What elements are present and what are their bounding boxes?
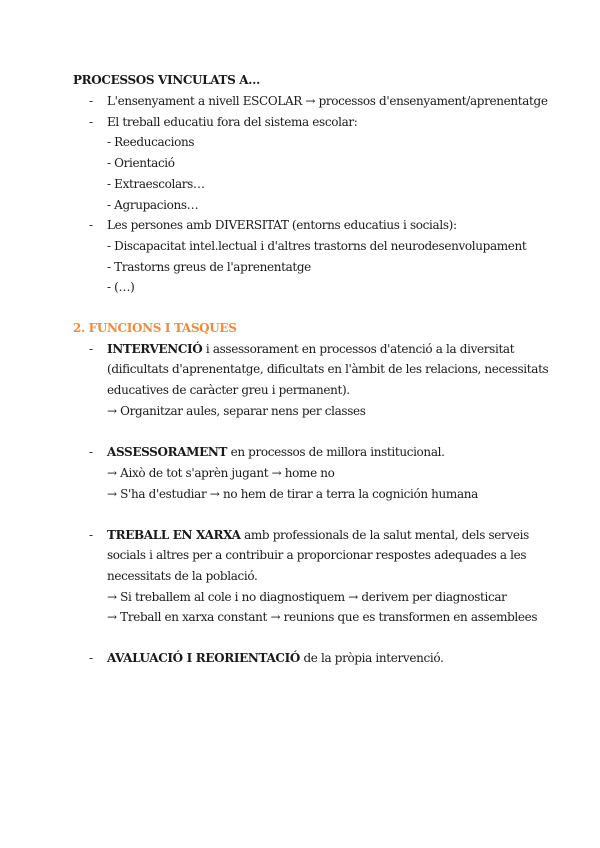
item-text: de la pròpia intervenció.: [299, 651, 444, 665]
list-item: [107, 648, 443, 668]
sub-list-item: - Trastorns greus de l'aprenentatge: [107, 260, 311, 274]
sub-list-item: - Discapacitat intel.lectual i d'altres trastorns del neurodesenvolupament: [107, 239, 527, 253]
item-continuation: educatives de caràcter greu i permanent).: [107, 383, 350, 397]
list-item: Les persones amb DIVERSITAT (entorns educatius i socials):: [107, 218, 457, 232]
item-note: → Treball en xarxa constant → reunions que es transformen en assemblees: [107, 610, 538, 624]
list-item: [107, 339, 514, 359]
item-text: amb professionals de la salut mental, dels serveis: [240, 528, 529, 542]
item-note: → Si treballem al cole i no diagnostiquem → derivem per diagnosticar: [107, 590, 507, 604]
item-continuation: necessitats de la població.: [107, 569, 258, 583]
sub-list-item: - (…): [107, 280, 135, 294]
item-keyword: TREBALL EN XARXA: [107, 528, 241, 542]
list-item: [107, 442, 445, 462]
list-item: [107, 525, 529, 545]
item-note: → S'ha d'estudiar → no hem de tirar a terra la cognición humana: [107, 487, 478, 501]
item-continuation: (dificultats d'aprenentatge, dificultats en l'àmbit de les relacions, necessitats: [107, 362, 549, 376]
item-keyword: AVALUACIÓ I REORIENTACIÓ: [107, 651, 300, 665]
bullet-dash: -: [89, 342, 93, 356]
item-note: → Això de tot s'aprèn jugant → home no: [107, 466, 335, 480]
list-item: L'ensenyament a nivell ESCOLAR → processos d'ensenyament/aprenentatge: [107, 94, 548, 108]
section-1-title: PROCESSOS VINCULATS A…: [73, 73, 260, 87]
item-continuation: socials i altres per a contribuir a proporcionar respostes adequades a les: [107, 548, 527, 562]
section-2-title: 2. FUNCIONS I TASQUES: [73, 321, 237, 335]
bullet-dash: -: [89, 528, 93, 542]
bullet-dash: -: [89, 218, 93, 232]
item-text: i assessorament en processos d'atenció a la diversitat: [202, 342, 515, 356]
bullet-dash: -: [89, 651, 93, 665]
list-item: El treball educatiu fora del sistema escolar:: [107, 115, 358, 129]
bullet-dash: -: [89, 445, 93, 459]
sub-list-item: - Extraescolars…: [107, 177, 205, 191]
sub-list-item: - Orientació: [107, 156, 175, 170]
item-keyword: ASSESSORAMENT: [107, 445, 228, 459]
sub-list-item: - Agrupacions…: [107, 198, 199, 212]
item-keyword: INTERVENCIÓ: [107, 342, 203, 356]
bullet-dash: -: [89, 94, 93, 108]
bullet-dash: -: [89, 115, 93, 129]
sub-list-item: - Reeducacions: [107, 135, 195, 149]
item-note: → Organitzar aules, separar nens per classes: [107, 404, 366, 418]
item-text: en processos de millora institucional.: [227, 445, 445, 459]
